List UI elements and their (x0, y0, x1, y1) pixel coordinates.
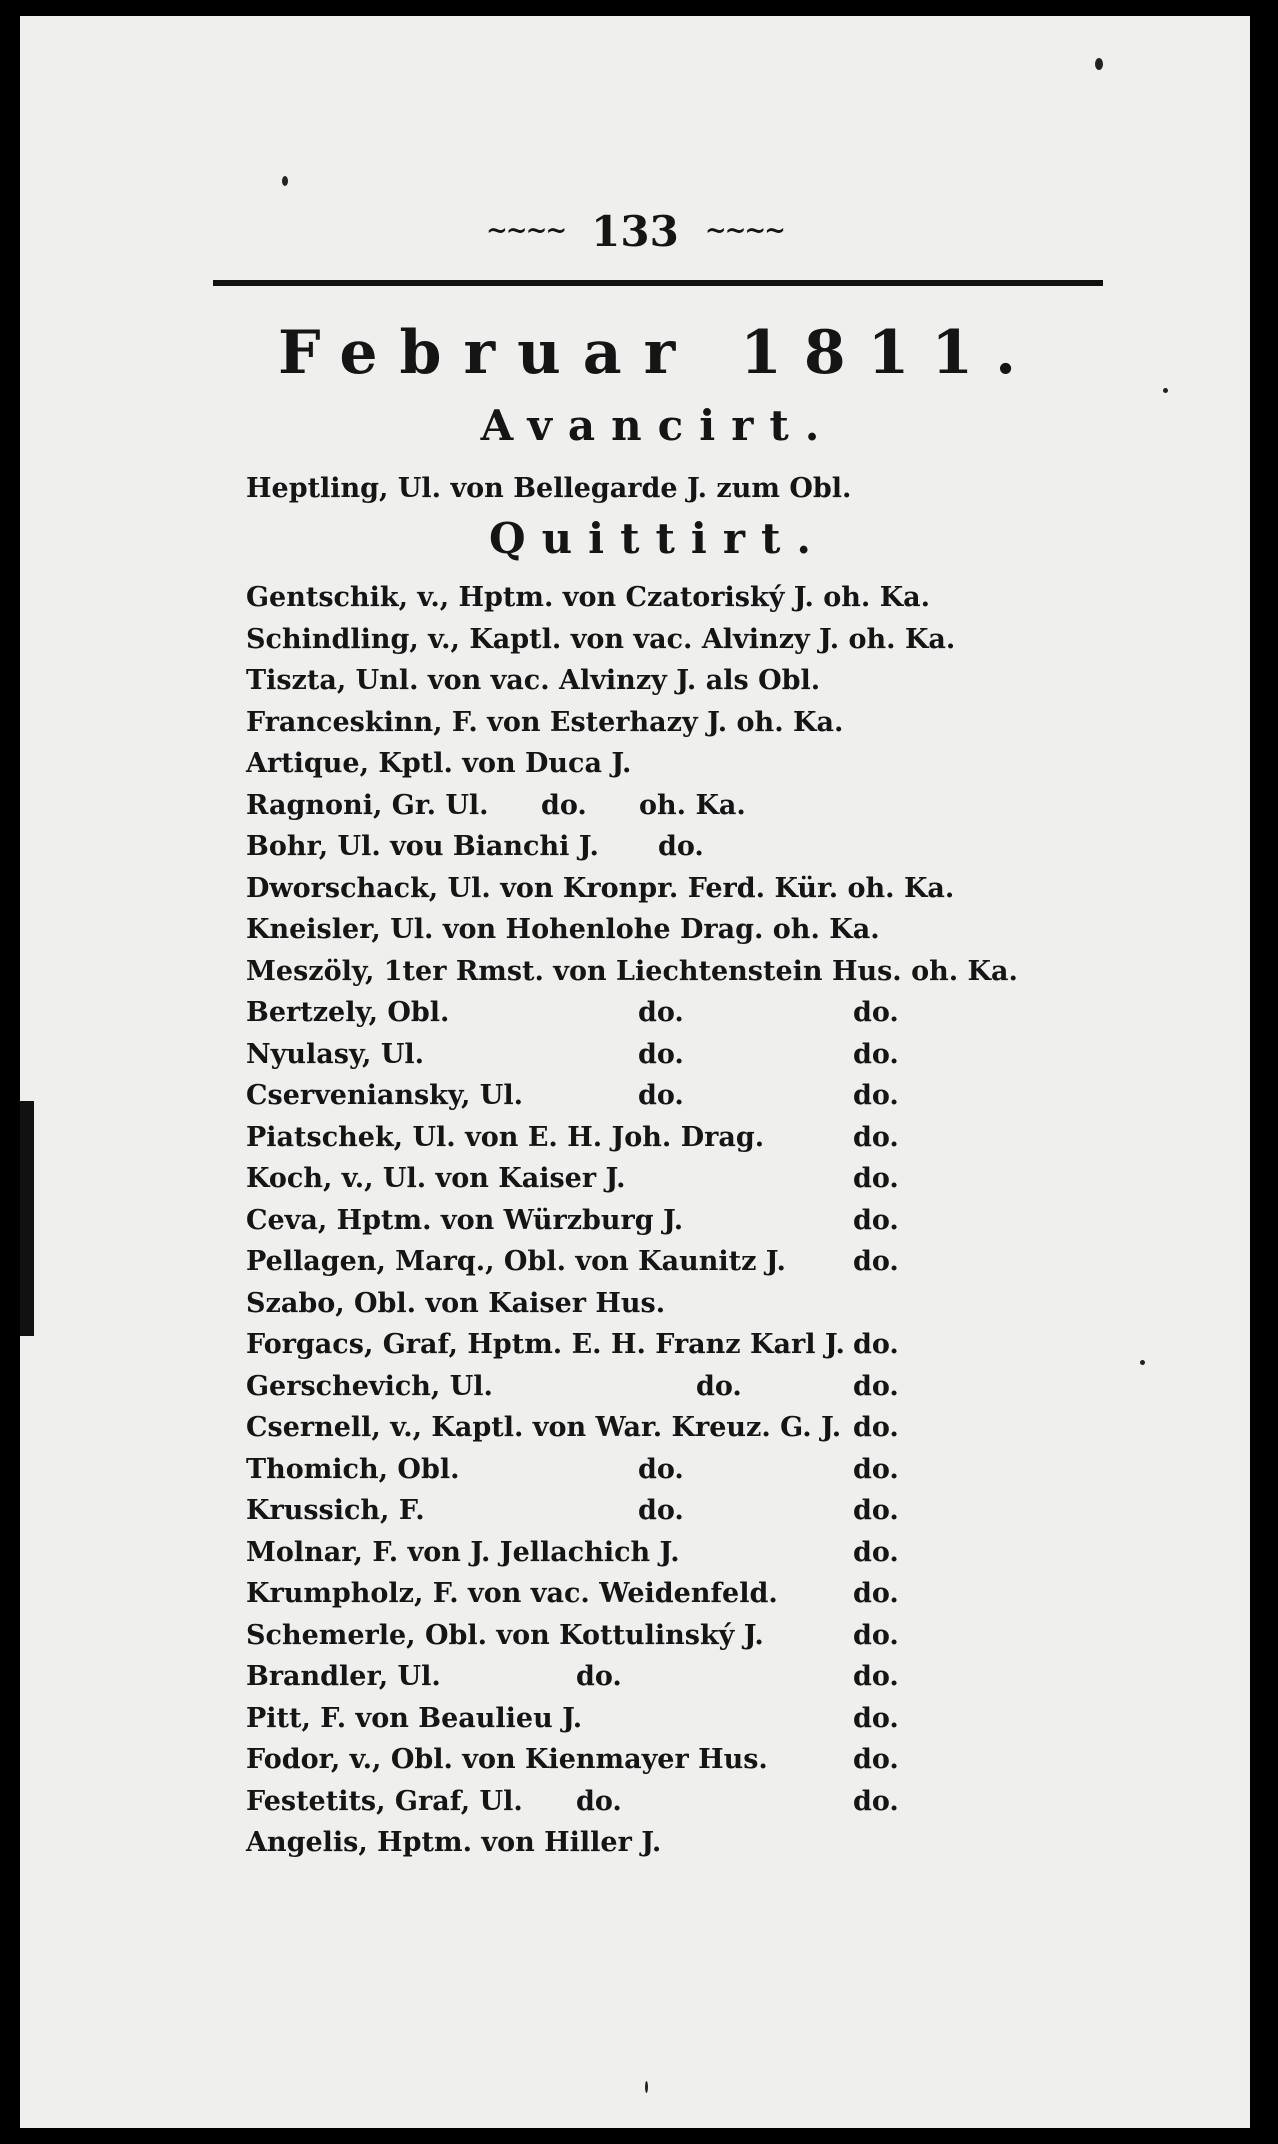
entry-text: Szabo, Obl. von Kaiser Hus. (246, 1287, 666, 1319)
entry-text: Kneisler, Ul. von Hohenlohe Drag. oh. Ka. (246, 914, 880, 945)
section-heading-avancirt: Avancirt. (480, 401, 836, 450)
entry-text: Krussich, F. (246, 1495, 425, 1526)
entry-text: Gentschik, v., Hptm. von Czatoriský J. oh. Ka. (246, 582, 931, 613)
entry-text: Bertzely, Obl. (246, 997, 450, 1028)
entry-text: Schemerle, Obl. von Kottulinský J. (246, 1619, 764, 1651)
list-item (246, 1407, 1146, 1449)
entry-text: Ragnoni, Gr. Ul. (246, 789, 489, 821)
entry-text: Bohr, Ul. vou Bianchi J. (246, 831, 599, 862)
section-heading-quittirt: Quittirt. (489, 514, 827, 563)
ink-speck (645, 2081, 648, 2093)
entry-text: Forgacs, Graf, Hptm. E. H. Franz Karl J. (246, 1329, 845, 1360)
list-item (246, 951, 1146, 993)
ditto-mark: do. (638, 1495, 684, 1526)
ditto-mark: do. (853, 1370, 899, 1402)
list-item (246, 577, 1146, 619)
list-item (246, 660, 1146, 702)
list-item (246, 1532, 1146, 1574)
entry-text: Dworschack, Ul. von Kronpr. Ferd. Kür. oh. Ka. (246, 872, 955, 904)
ditto-mark: do. (576, 1785, 622, 1817)
entry-text: Koch, v., Ul. von Kaiser J. (246, 1163, 626, 1194)
entry-text: Nyulasy, Ul. (246, 1038, 425, 1070)
entry-text: Piatschek, Ul. von E. H. Joh. Drag. (246, 1121, 765, 1153)
list-item (246, 1324, 1146, 1366)
list-item (246, 1615, 1146, 1657)
entry-text: Angelis, Hptm. von Hiller J. (246, 1827, 662, 1858)
list-item (246, 1449, 1146, 1491)
list-item (246, 785, 1146, 827)
header-rule (213, 280, 1103, 286)
list-item (246, 743, 1146, 785)
list-item (246, 1822, 1146, 1864)
list-item (246, 1366, 1146, 1408)
entry-text: Pellagen, Marq., Obl. von Kaunitz J. (246, 1246, 786, 1277)
list-item (246, 1573, 1146, 1615)
list-item (246, 1490, 1146, 1532)
list-item (246, 992, 1146, 1034)
ditto-mark: do. (853, 1453, 899, 1485)
list-item (246, 1283, 1146, 1325)
list-item (246, 909, 1146, 951)
ditto-mark: do. (853, 1785, 899, 1817)
list-item (246, 1241, 1146, 1283)
document-page (20, 16, 1250, 2128)
list-item (246, 1656, 1146, 1698)
ditto-mark: do. (853, 1246, 899, 1277)
entry-text: Schindling, v., Kaptl. von vac. Alvinzy J. oh. Ka. (246, 623, 956, 655)
ditto-mark: do. (853, 1536, 899, 1568)
list-item (246, 619, 1146, 661)
ditto-mark: do. (853, 1412, 899, 1443)
month-title: Februar 1811. (278, 318, 1038, 388)
list-item (246, 1698, 1146, 1740)
ditto-mark: do. (853, 1744, 899, 1775)
entry-text: Thomich, Obl. (246, 1453, 460, 1485)
entry-text: Krumpholz, F. von vac. Weidenfeld. (246, 1578, 778, 1609)
ditto-mark: do. (696, 1370, 742, 1402)
list-item (246, 826, 1146, 868)
entry-text: Cserveniansky, Ul. (246, 1080, 523, 1111)
ink-speck (1140, 1360, 1145, 1365)
ditto-mark: do. (853, 1619, 899, 1651)
ink-speck (282, 176, 288, 186)
entry-text: Brandler, Ul. (246, 1661, 441, 1692)
entry-text: Molnar, F. von J. Jellachich J. (246, 1536, 680, 1568)
entry-text: Franceskinn, F. von Esterhazy J. oh. Ka. (246, 706, 844, 738)
entry-text: Ceva, Hptm. von Würzburg J. (246, 1204, 684, 1236)
scan-edge-mark (20, 1101, 34, 1336)
ditto-mark: do. (853, 1329, 899, 1360)
ditto-mark: do. (853, 1080, 899, 1111)
ditto-mark: do. (853, 1204, 899, 1236)
list-item (246, 1781, 1146, 1823)
entry-text: Csernell, v., Kaptl. von War. Kreuz. G. J. (246, 1412, 842, 1443)
ink-speck (1095, 58, 1103, 70)
ditto-mark: do. (853, 1702, 899, 1734)
ditto-mark: do. (853, 997, 899, 1028)
entry-text: Artique, Kptl. von Duca J. (246, 748, 632, 779)
ditto-mark: do. (638, 997, 684, 1028)
list-item (246, 468, 1146, 510)
ditto-mark: do. (853, 1121, 899, 1153)
list-item (246, 1158, 1146, 1200)
ditto-mark: do. (541, 789, 587, 821)
list-item (246, 1034, 1146, 1076)
ditto-mark: do. (638, 1453, 684, 1485)
entry-text: Meszöly, 1ter Rmst. von Liechtenstein Hus. oh. Ka. (246, 955, 1018, 987)
ditto-mark: do. (853, 1495, 899, 1526)
ditto-mark: oh. Ka. (639, 789, 746, 821)
list-item (246, 1739, 1146, 1781)
page-number: 133 (591, 206, 679, 256)
ditto-mark: do. (638, 1038, 684, 1070)
entry-text: Tiszta, Unl. von vac. Alvinzy J. als Obl. (246, 665, 821, 696)
ditto-mark: do. (658, 831, 704, 862)
list-item (246, 702, 1146, 744)
header-ornament-left: ~~~~ (486, 216, 566, 246)
ditto-mark: do. (576, 1661, 622, 1692)
header-ornament-right: ~~~~ (704, 216, 784, 246)
list-item (246, 1075, 1146, 1117)
list-item (246, 1117, 1146, 1159)
list-item (246, 868, 1146, 910)
entry-text: Festetits, Graf, Ul. (246, 1785, 523, 1817)
entry-text: Gerschevich, Ul. (246, 1370, 493, 1402)
entry-text: Pitt, F. von Beaulieu J. (246, 1702, 583, 1734)
entry-text: Heptling, Ul. von Bellegarde J. zum Obl. (246, 473, 852, 504)
ink-speck (1163, 388, 1168, 393)
ditto-mark: do. (853, 1661, 899, 1692)
ditto-mark: do. (853, 1163, 899, 1194)
page-header (20, 201, 1250, 261)
ditto-mark: do. (853, 1038, 899, 1070)
ditto-mark: do. (853, 1578, 899, 1609)
ditto-mark: do. (638, 1080, 684, 1111)
list-item (246, 1200, 1146, 1242)
entry-text: Fodor, v., Obl. von Kienmayer Hus. (246, 1744, 768, 1775)
